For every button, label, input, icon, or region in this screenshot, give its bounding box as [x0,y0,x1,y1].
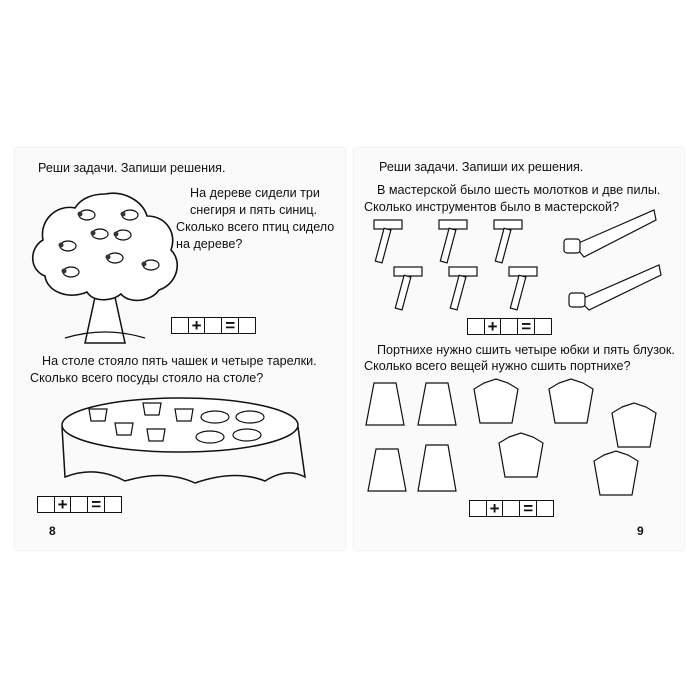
tree-with-birds-illustration [25,188,185,348]
right-answer-box-1[interactable] [468,318,552,335]
left-heading: Реши задачи. Запиши решения. [38,161,226,175]
saw-icon [564,210,661,310]
answer-cell[interactable] [204,317,222,334]
answer-cell[interactable] [502,500,520,517]
plus-sign: + [484,318,502,335]
left-task1-line3: Сколько всего птиц сидело [176,220,335,234]
answer-cell[interactable] [469,500,487,517]
answer-cell[interactable] [238,317,256,334]
left-task1-line2: снегиря и пять синиц. [190,203,318,217]
right-answer-box-2[interactable] [470,500,554,517]
plus-sign: + [188,317,206,334]
skirts-and-blouses-illustration [364,375,654,500]
left-task1-line4: на дереве? [176,237,243,251]
left-page-number: 8 [49,524,56,538]
answer-cell[interactable] [534,318,552,335]
table-with-dishes-illustration [55,395,315,490]
equals-sign: = [221,317,239,334]
answer-cell[interactable] [500,318,518,335]
blouse-icon [474,379,656,495]
right-task1-line2: Сколько инструментов было в мастерской? [364,200,620,214]
left-task1-line1: На дереве сидели три [190,186,320,200]
hammers-and-saws-illustration [364,215,664,315]
answer-cell[interactable] [171,317,189,334]
plus-sign: + [54,496,72,513]
plus-sign: + [486,500,504,517]
answer-cell[interactable] [70,496,88,513]
right-task2-line2: Сколько всего вещей нужно сшить портнихе? [364,359,631,373]
right-heading: Реши задачи. Запиши их решения. [379,160,584,174]
answer-cell[interactable] [536,500,554,517]
right-task2-line1: Портнихе нужно сшить четыре юбки и пять блузок. [377,343,675,357]
left-answer-box-2[interactable] [38,496,122,513]
hammer-icon [374,220,537,310]
equals-sign: = [517,318,535,335]
equals-sign: = [519,500,537,517]
left-answer-box-1[interactable] [172,317,256,334]
answer-cell[interactable] [104,496,122,513]
answer-cell[interactable] [467,318,485,335]
skirt-icon [366,383,456,491]
right-task1-line1: В мастерской было шесть молотков и две пилы. [377,183,661,197]
left-task2-line1: На столе стояло пять чашек и четыре тарелки. [42,354,317,368]
right-page-number: 9 [637,524,644,538]
equals-sign: = [87,496,105,513]
answer-cell[interactable] [37,496,55,513]
left-task2-line2: Сколько всего посуды стояло на столе? [30,371,264,385]
